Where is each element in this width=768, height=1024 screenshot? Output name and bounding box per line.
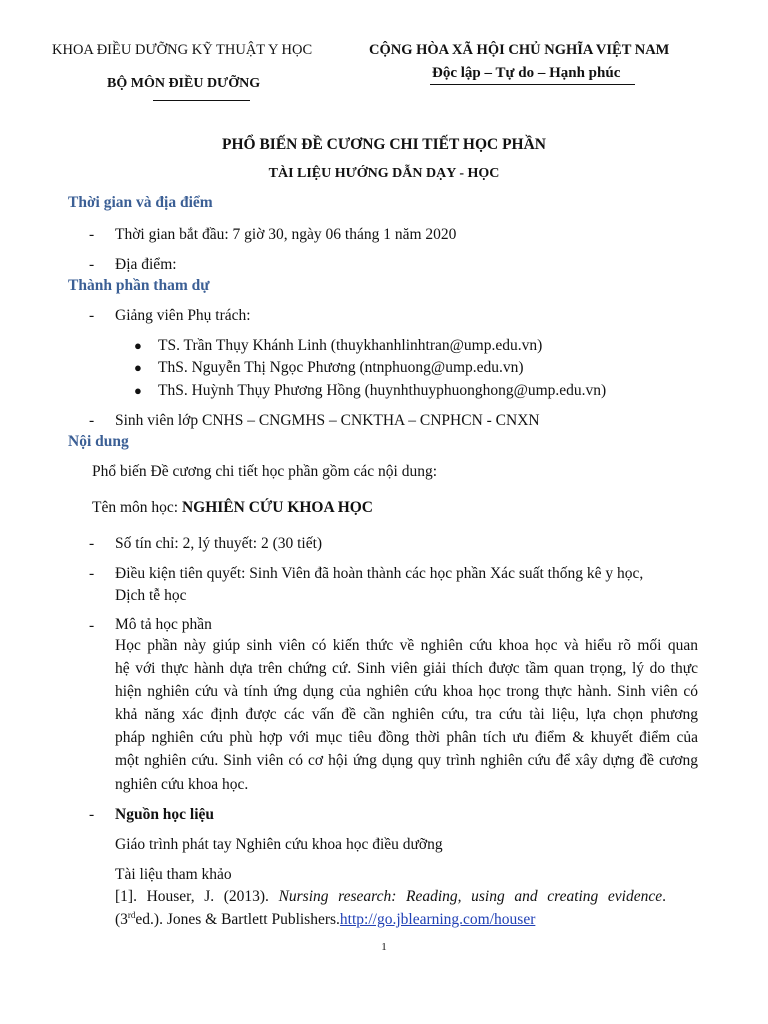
description-line: khả năng xác định được các vấn đề cần nghiên cứu, tra cứu tài liệu, lựa chọn phương xyxy=(115,706,698,724)
dash-marker: - xyxy=(89,226,95,243)
section-heading-participants: Thành phần tham dự xyxy=(68,277,210,294)
lecturers-label: Giảng viên Phụ trách: xyxy=(115,307,251,324)
document-title: PHỔ BIẾN ĐỀ CƯƠNG CHI TIẾT HỌC PHẦN xyxy=(222,136,546,153)
bullet-icon: ● xyxy=(134,383,142,398)
reference-1-prefix: [1]. Houser, J. (2013). xyxy=(115,888,279,905)
description-line: Học phần này giúp sinh viên có kiến thức về nghiên cứu khoa học và hiểu rõ mối quan xyxy=(115,637,698,654)
course-label: Tên môn học: xyxy=(92,499,182,516)
description-line: một nghiên cứu. Sinh viên có cơ hội ứng dụng quy trình nghiên cứu để xây dựng đề cương xyxy=(115,752,698,770)
bullet-icon: ● xyxy=(134,360,142,375)
start-time: Thời gian bắt đầu: 7 giờ 30, ngày 06 tháng 1 năm 2020 xyxy=(115,226,457,243)
description-line: hệ với thực hành dựa trên chứng cứ. Sinh viên giải thích được tầm quan trọng, lý do thực xyxy=(115,660,698,678)
lecturer-item: ThS. Nguyễn Thị Ngọc Phương (ntnphuong@ump.edu.vn) xyxy=(158,359,524,376)
lecturer-item: ThS. Huỳnh Thụy Phương Hồng (huynhthuyphuonghong@ump.edu.vn) xyxy=(158,382,607,399)
reference-1-publisher: ed.). Jones & Bartlett Publishers. xyxy=(135,911,340,929)
course-description-label: Mô tả học phần xyxy=(115,616,212,633)
resources-label: Nguồn học liệu xyxy=(115,806,215,823)
dash-marker: - xyxy=(89,806,95,823)
section-heading-content: Nội dung xyxy=(68,433,129,450)
reference-1-title: Nursing research: Reading, using and creating evidence xyxy=(278,888,663,905)
student-classes: Sinh viên lớp CNHS – CNGMHS – CNKTHA – CNPHCN - CNXN xyxy=(115,412,540,429)
faculty-name: KHOA ĐIỀU DƯỠNG KỸ THUẬT Y HỌC xyxy=(52,42,313,58)
content-intro: Phổ biến Đề cương chi tiết học phần gồm các nội dung: xyxy=(92,463,438,480)
dash-marker: - xyxy=(89,535,95,552)
reference-1-dot: . xyxy=(662,888,667,905)
department-name: BỘ MÔN ĐIỀU DƯỠNG xyxy=(107,76,261,91)
dash-marker: - xyxy=(89,565,95,582)
textbook: Giáo trình phát tay Nghiên cứu khoa học điều dưỡng xyxy=(115,836,443,853)
dash-marker: - xyxy=(89,256,95,273)
lecturer-item: TS. Trần Thụy Khánh Linh (thuykhanhlinhtran@ump.edu.vn) xyxy=(158,337,543,354)
reference-1-edition-open: (3 xyxy=(115,911,128,929)
description-line: pháp nghiên cứu phù hợp với mục tiêu đồng thời phân tích ưu điểm & khuyết điểm của xyxy=(115,729,698,747)
reference-1-line2 xyxy=(115,910,535,929)
course-name: NGHIÊN CỨU KHOA HỌC xyxy=(181,499,374,516)
header-left-underline xyxy=(153,100,250,101)
page-number: 1 xyxy=(381,941,387,953)
dash-marker: - xyxy=(89,307,95,324)
credits: Số tín chỉ: 2, lý thuyết: 2 (30 tiết) xyxy=(115,535,323,552)
course-name-line xyxy=(92,499,373,517)
prerequisites-line2: Dịch tễ học xyxy=(115,587,187,604)
country-name: CỘNG HÒA XÃ HỘI CHỦ NGHĨA VIỆT NAM xyxy=(369,42,670,58)
section-heading-time-place: Thời gian và địa điểm xyxy=(68,194,213,211)
document-subtitle: TÀI LIỆU HƯỚNG DẪN DẠY - HỌC xyxy=(268,166,500,181)
reference-1-edition-sup: rd xyxy=(127,910,136,920)
reference-1-link[interactable]: http://go.jblearning.com/houser xyxy=(339,911,536,929)
dash-marker: - xyxy=(89,617,95,634)
description-line: nghiên cứu khoa học. xyxy=(115,775,249,793)
location: Địa điểm: xyxy=(115,256,177,273)
reference-1-line1 xyxy=(115,888,666,906)
dash-marker: - xyxy=(89,412,95,429)
description-line: hiện nghiên cứu và tính ứng dụng của nghiên cứu khoa học trong thực hành. Sinh viên có xyxy=(115,683,698,701)
national-motto: Độc lập – Tự do – Hạnh phúc xyxy=(432,65,621,81)
header-right-underline xyxy=(430,84,635,85)
prerequisites-line1: Điều kiện tiên quyết: Sinh Viên đã hoàn thành các học phần Xác suất thống kê y học, xyxy=(115,565,644,582)
references-label: Tài liệu tham khảo xyxy=(115,866,232,883)
course-description xyxy=(115,634,698,796)
bullet-icon: ● xyxy=(134,338,142,353)
